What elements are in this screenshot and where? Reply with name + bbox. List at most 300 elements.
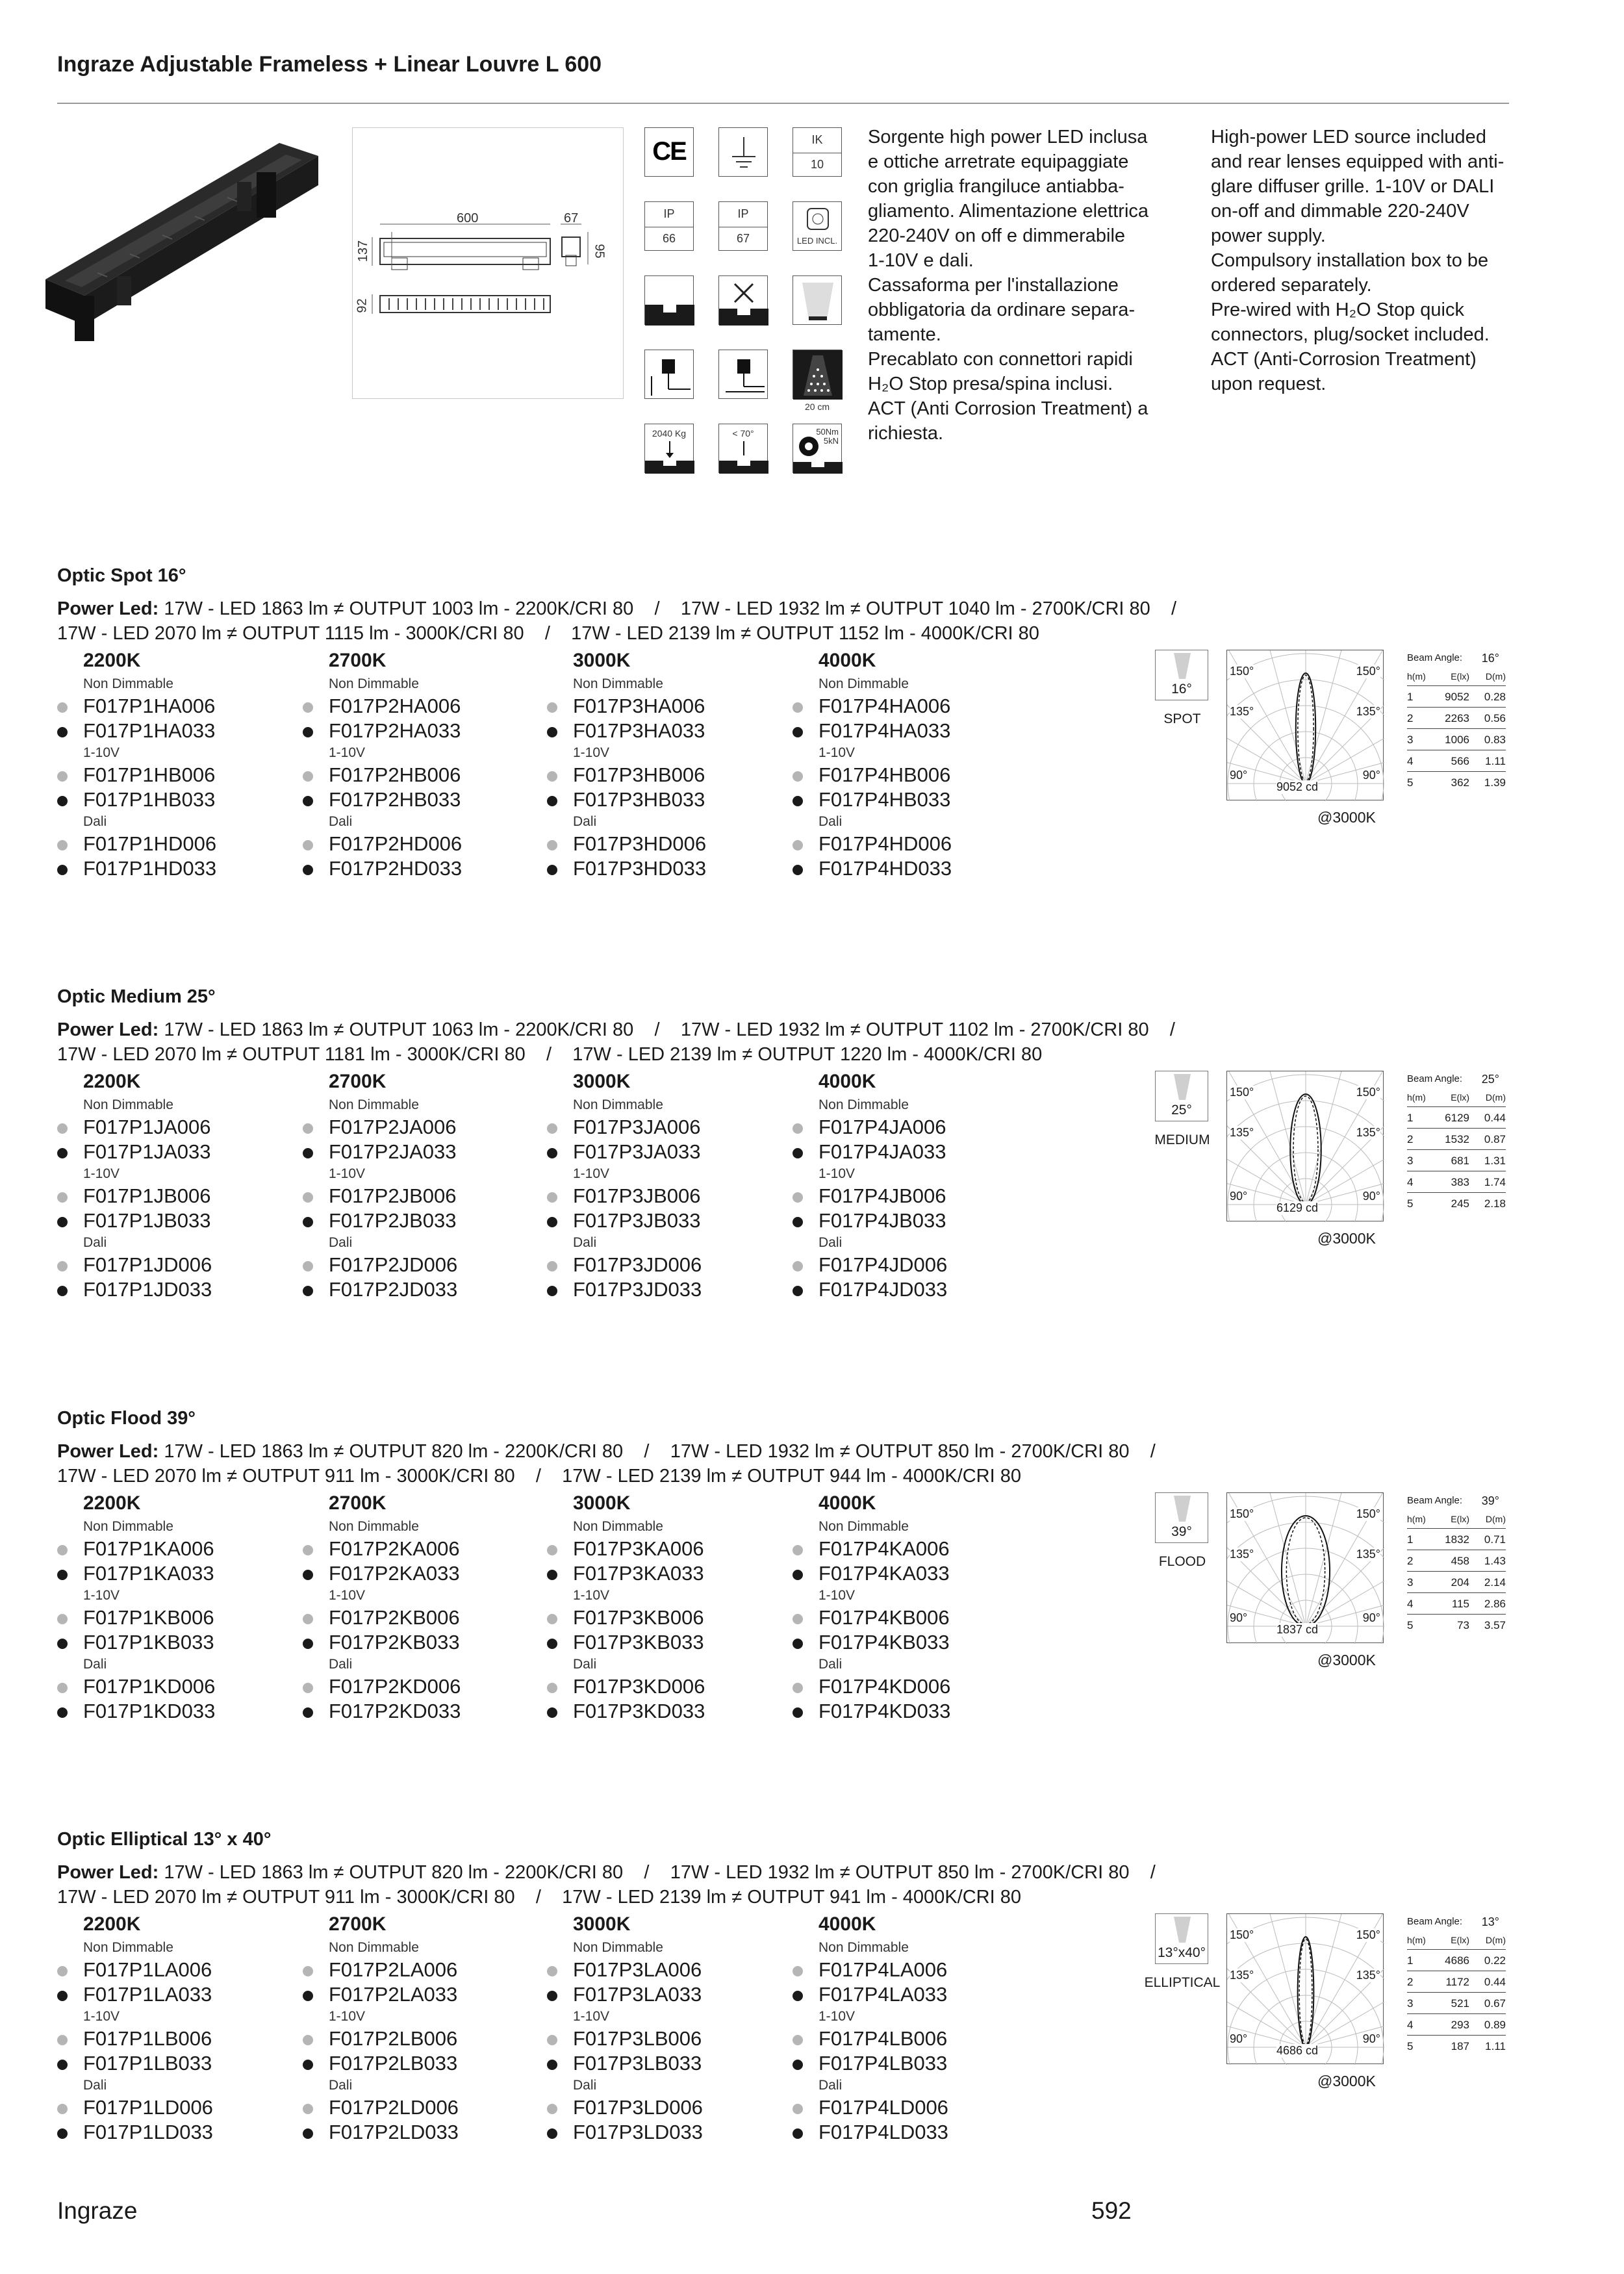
product-code bbox=[793, 1605, 1026, 1630]
description-line: upon request. bbox=[1211, 374, 1326, 394]
group-non-dimmable-label: Non Dimmable bbox=[818, 1097, 909, 1112]
black-finish-dot-icon bbox=[303, 1217, 313, 1227]
cell-diameter: 1.74 bbox=[1484, 1176, 1506, 1188]
product-code bbox=[57, 1982, 291, 2007]
product-code bbox=[57, 719, 291, 743]
beam-icon-label: 13°x40° bbox=[1157, 1945, 1206, 1960]
color-temp-column bbox=[57, 1071, 291, 1302]
polar-label-135-left: 135° bbox=[1230, 1969, 1254, 1982]
power-line-1: 17W - LED 1863 lm ≠ OUTPUT 820 lm - 2200K/CRI 80 / 17W - LED 1932 lm ≠ OUTPUT 850 lm - 2700K/CRI 80 / bbox=[164, 1441, 1156, 1462]
product-code bbox=[303, 1253, 537, 1277]
description-line: glare diffuser grille. 1-10V or DALI bbox=[1211, 176, 1495, 197]
description-line: Sorgente high power LED inclusa bbox=[868, 127, 1148, 147]
black-finish-dot-icon bbox=[57, 1570, 68, 1580]
black-finish-dot-icon bbox=[57, 1707, 68, 1718]
group-1-10v-label: 1-10V bbox=[573, 1588, 610, 1603]
product-code bbox=[793, 694, 1026, 719]
description-line: 1-10V e dali. bbox=[868, 250, 974, 271]
product-code-text: F017P3KB033 bbox=[573, 1631, 704, 1654]
black-finish-dot-icon bbox=[303, 2128, 313, 2139]
polar-spoke bbox=[1306, 1071, 1349, 1205]
black-finish-dot-icon bbox=[793, 1286, 803, 1296]
product-code bbox=[793, 1537, 1026, 1561]
cell-height: 3 bbox=[1407, 1576, 1414, 1589]
product-code-text: F017P2HA006 bbox=[329, 695, 461, 717]
product-code-text: F017P3LA033 bbox=[573, 1983, 702, 2006]
cell-illuminance: 293 bbox=[1451, 2019, 1469, 2031]
product-code-text: F017P2HB006 bbox=[329, 763, 461, 786]
product-code-text: F017P3JD033 bbox=[573, 1278, 702, 1301]
illuminance-table bbox=[1407, 1492, 1506, 1636]
cell-diameter: 1.31 bbox=[1484, 1155, 1506, 1167]
black-finish-dot-icon bbox=[303, 1707, 313, 1718]
tilt-angle-label: < 70° bbox=[732, 428, 754, 439]
grey-finish-dot-icon bbox=[793, 1545, 803, 1555]
cell-illuminance: 6129 bbox=[1445, 1112, 1469, 1124]
table-row bbox=[1407, 1107, 1506, 1129]
cell-height: 4 bbox=[1407, 755, 1414, 767]
power-line-2: 17W - LED 2070 lm ≠ OUTPUT 911 lm - 3000K/CRI 80 / 17W - LED 2139 lm ≠ OUTPUT 944 lm - 4000K/CRI 80 bbox=[57, 1466, 1021, 1487]
product-code-text: F017P4JD006 bbox=[818, 1253, 948, 1276]
product-code-text: F017P3KD033 bbox=[573, 1700, 705, 1722]
grey-finish-dot-icon bbox=[57, 1123, 68, 1134]
group-non-dimmable-label: Non Dimmable bbox=[573, 1940, 663, 1955]
cell-height: 3 bbox=[1407, 1997, 1414, 2010]
load-icon bbox=[644, 424, 694, 473]
product-code bbox=[547, 1208, 781, 1233]
drawing-lines bbox=[353, 128, 624, 400]
group-dali-label: Dali bbox=[83, 1657, 107, 1672]
black-finish-dot-icon bbox=[57, 1286, 68, 1296]
product-code bbox=[793, 1674, 1026, 1699]
black-finish-dot-icon bbox=[793, 1148, 803, 1158]
product-code bbox=[793, 2095, 1026, 2120]
polar-diagram bbox=[1226, 1913, 1384, 2064]
product-code bbox=[793, 1253, 1026, 1277]
product-code-text: F017P2JA033 bbox=[329, 1140, 457, 1163]
cell-illuminance: 245 bbox=[1451, 1197, 1469, 1210]
grey-finish-dot-icon bbox=[57, 1683, 68, 1693]
group-dali-label: Dali bbox=[573, 1657, 597, 1672]
grey-finish-dot-icon bbox=[547, 1966, 557, 1976]
peak-intensity-label: 4686 cd bbox=[1276, 2044, 1319, 2057]
group-dali-label: Dali bbox=[329, 814, 353, 829]
description-line: H₂O Stop presa/spina inclusi. bbox=[868, 374, 1113, 394]
product-code bbox=[57, 1605, 291, 1630]
color-temp-column bbox=[547, 1071, 781, 1302]
color-temp-heading: 3000K bbox=[573, 650, 631, 671]
polar-label-135-left: 135° bbox=[1230, 1126, 1254, 1139]
product-code-text: F017P2KD033 bbox=[329, 1700, 461, 1722]
product-code-text: F017P3JB006 bbox=[573, 1184, 701, 1207]
color-temp-column bbox=[303, 1071, 537, 1302]
beam-angle-value: 39° bbox=[1481, 1494, 1499, 1507]
cell-illuminance: 115 bbox=[1451, 1598, 1469, 1610]
product-code bbox=[547, 856, 781, 881]
product-code bbox=[793, 1630, 1026, 1655]
description-line: on-off and dimmable 220-240V bbox=[1211, 201, 1469, 222]
illuminance-table bbox=[1407, 1071, 1506, 1214]
grey-finish-dot-icon bbox=[793, 1123, 803, 1134]
distance-caption: 20 cm bbox=[804, 402, 830, 412]
product-code bbox=[57, 1630, 291, 1655]
product-code-text: F017P3LA006 bbox=[573, 1958, 702, 1981]
grey-finish-dot-icon bbox=[303, 1123, 313, 1134]
ip67-label: IP bbox=[737, 207, 749, 220]
cell-illuminance: 204 bbox=[1451, 1576, 1469, 1589]
polar-spoke bbox=[1262, 650, 1306, 784]
product-code bbox=[793, 1208, 1026, 1233]
color-temp-heading: 2200K bbox=[83, 1913, 141, 1935]
cell-height: 4 bbox=[1407, 1598, 1414, 1610]
color-temp-heading: 4000K bbox=[818, 1913, 876, 1935]
power-led-spec bbox=[57, 1860, 1156, 1910]
beam-angle-row bbox=[1407, 1492, 1506, 1509]
polar-label-135-left: 135° bbox=[1230, 705, 1254, 718]
product-code-text: F017P2LD033 bbox=[329, 2121, 459, 2143]
product-code bbox=[547, 1253, 781, 1277]
product-code bbox=[793, 1982, 1026, 2007]
grey-finish-dot-icon bbox=[303, 1614, 313, 1624]
product-code bbox=[57, 2120, 291, 2145]
polar-label-150-right: 150° bbox=[1356, 1507, 1380, 1520]
product-code-text: F017P1JB033 bbox=[83, 1209, 211, 1232]
group-dali-label: Dali bbox=[573, 814, 597, 829]
power-led-spec bbox=[57, 1439, 1156, 1488]
product-code-text: F017P2JB033 bbox=[329, 1209, 457, 1232]
color-temp-heading: 2700K bbox=[329, 650, 387, 671]
product-image bbox=[39, 130, 325, 364]
polar-label-135-right: 135° bbox=[1356, 1126, 1380, 1139]
product-code-text: F017P3JB033 bbox=[573, 1209, 701, 1232]
beam-cone-icon bbox=[793, 276, 843, 326]
grey-finish-dot-icon bbox=[547, 1123, 557, 1134]
product-code-text: F017P4LB033 bbox=[818, 2052, 948, 2075]
product-code-text: F017P3HA033 bbox=[573, 719, 705, 742]
product-code-text: F017P1KA006 bbox=[83, 1537, 214, 1560]
polar-label-150-right: 150° bbox=[1356, 1086, 1380, 1099]
product-code-text: F017P4KB006 bbox=[818, 1606, 950, 1629]
cell-diameter: 3.57 bbox=[1484, 1619, 1506, 1631]
grey-finish-dot-icon bbox=[303, 1192, 313, 1203]
black-finish-dot-icon bbox=[793, 727, 803, 737]
cell-height: 1 bbox=[1407, 1533, 1414, 1546]
cell-diameter: 0.71 bbox=[1484, 1533, 1506, 1546]
product-code bbox=[57, 832, 291, 856]
color-temp-heading: 3000K bbox=[573, 1913, 631, 1935]
power-line-2: 17W - LED 2070 lm ≠ OUTPUT 911 lm - 3000K/CRI 80 / 17W - LED 2139 lm ≠ OUTPUT 941 lm - 4000K/CRI 80 bbox=[57, 1887, 1021, 1908]
product-code-text: F017P1HA033 bbox=[83, 719, 216, 742]
polar-label-150-right: 150° bbox=[1356, 665, 1380, 678]
cell-diameter: 1.39 bbox=[1484, 776, 1506, 789]
table-row bbox=[1407, 1193, 1506, 1214]
black-finish-dot-icon bbox=[57, 865, 68, 875]
cell-illuminance: 521 bbox=[1451, 1997, 1469, 2010]
black-finish-dot-icon bbox=[547, 1217, 557, 1227]
peak-intensity-label: 1837 cd bbox=[1276, 1623, 1319, 1636]
color-temp-heading: 4000K bbox=[818, 1492, 876, 1514]
group-non-dimmable-label: Non Dimmable bbox=[573, 1519, 663, 1534]
polar-label-90-left: 90° bbox=[1230, 1190, 1248, 1203]
table-row bbox=[1407, 772, 1506, 793]
cell-illuminance: 4686 bbox=[1445, 1954, 1469, 1967]
black-finish-dot-icon bbox=[793, 2060, 803, 2070]
color-temp-column bbox=[547, 1913, 781, 2145]
product-code bbox=[303, 1115, 537, 1140]
cell-illuminance: 73 bbox=[1457, 1619, 1469, 1631]
ip66-value: 66 bbox=[662, 232, 676, 245]
grey-finish-dot-icon bbox=[57, 2104, 68, 2114]
dim-bottom: 92 bbox=[355, 298, 370, 313]
product-code bbox=[547, 2120, 781, 2145]
table-header-row bbox=[1407, 1088, 1506, 1107]
section-title: Optic Elliptical 13° x 40° bbox=[57, 1829, 272, 1850]
product-code bbox=[303, 2120, 537, 2145]
section-title: Optic Flood 39° bbox=[57, 1408, 196, 1429]
product-code bbox=[547, 1982, 781, 2007]
cell-height: 5 bbox=[1407, 776, 1414, 789]
beam-angle-value: 13° bbox=[1481, 1915, 1499, 1928]
grey-finish-dot-icon bbox=[793, 2035, 803, 2045]
table-row bbox=[1407, 708, 1506, 729]
black-finish-dot-icon bbox=[547, 1707, 557, 1718]
color-temp-column bbox=[547, 650, 781, 881]
product-code-text: F017P1HA006 bbox=[83, 695, 216, 717]
ip67-value: 67 bbox=[736, 232, 750, 245]
polar-label-90-left: 90° bbox=[1230, 1611, 1248, 1624]
cell-illuminance: 362 bbox=[1451, 776, 1469, 789]
color-temp-column bbox=[57, 1913, 291, 2145]
product-code-text: F017P3KD006 bbox=[573, 1675, 705, 1698]
grey-finish-dot-icon bbox=[547, 1192, 557, 1203]
product-code bbox=[303, 1561, 537, 1586]
group-1-10v-label: 1-10V bbox=[83, 1166, 120, 1181]
description-line: tamente. bbox=[868, 324, 941, 345]
description-italian bbox=[868, 125, 1193, 446]
table-row bbox=[1407, 1129, 1506, 1150]
product-code-text: F017P3HD006 bbox=[573, 832, 707, 855]
polar-spoke bbox=[1262, 1493, 1306, 1626]
group-1-10v-label: 1-10V bbox=[818, 1166, 856, 1181]
group-1-10v-label: 1-10V bbox=[329, 1588, 366, 1603]
col-header-diameter: D(m) bbox=[1485, 1092, 1506, 1103]
polar-label-150-left: 150° bbox=[1230, 1928, 1254, 1941]
beam-type-icon bbox=[1155, 1492, 1208, 1543]
product-code-text: F017P4LD033 bbox=[818, 2121, 948, 2143]
product-code-text: F017P4HB006 bbox=[818, 763, 951, 786]
product-code bbox=[547, 1561, 781, 1586]
cell-illuminance: 1832 bbox=[1445, 1533, 1469, 1546]
optic-section bbox=[57, 1829, 1512, 2193]
product-code bbox=[57, 787, 291, 812]
group-dali-label: Dali bbox=[83, 1235, 107, 1250]
group-dali-label: Dali bbox=[83, 814, 107, 829]
product-code bbox=[793, 856, 1026, 881]
product-code-text: F017P4JA033 bbox=[818, 1140, 946, 1163]
product-code-text: F017P2JB006 bbox=[329, 1184, 457, 1207]
distance-icon bbox=[793, 350, 842, 399]
description-line: con griglia frangiluce antiabba- bbox=[868, 176, 1124, 197]
product-code-text: F017P3LB033 bbox=[573, 2052, 702, 2075]
table-header-row bbox=[1407, 1930, 1506, 1950]
grey-finish-dot-icon bbox=[793, 1261, 803, 1271]
description-line: connectors, plug/socket included. bbox=[1211, 324, 1490, 345]
beam-type-icon bbox=[1155, 1913, 1208, 1964]
product-code-text: F017P2JA006 bbox=[329, 1116, 457, 1138]
cell-diameter: 2.18 bbox=[1484, 1197, 1506, 1210]
black-finish-dot-icon bbox=[547, 1286, 557, 1296]
product-code bbox=[793, 1958, 1026, 1982]
group-1-10v-label: 1-10V bbox=[83, 2009, 120, 2024]
product-code-text: F017P3JA006 bbox=[573, 1116, 701, 1138]
product-code bbox=[303, 1537, 537, 1561]
cell-illuminance: 9052 bbox=[1445, 691, 1469, 703]
black-finish-dot-icon bbox=[57, 1639, 68, 1649]
table-header-row bbox=[1407, 667, 1506, 686]
product-code bbox=[793, 763, 1026, 787]
gear-icon bbox=[793, 424, 843, 474]
product-code bbox=[303, 1277, 537, 1302]
group-non-dimmable-label: Non Dimmable bbox=[573, 1097, 663, 1112]
product-code-text: F017P3KA006 bbox=[573, 1537, 704, 1560]
cell-diameter: 0.83 bbox=[1484, 734, 1506, 746]
cell-illuminance: 187 bbox=[1451, 2040, 1469, 2052]
description-line: Precablato con connettori rapidi bbox=[868, 349, 1133, 370]
group-1-10v-label: 1-10V bbox=[573, 1166, 610, 1181]
polar-label-150-left: 150° bbox=[1230, 665, 1254, 678]
product-code-text: F017P1HD006 bbox=[83, 832, 217, 855]
product-code-text: F017P3KB006 bbox=[573, 1606, 704, 1629]
group-dali-label: Dali bbox=[573, 1235, 597, 1250]
color-temp-heading: 3000K bbox=[573, 1492, 631, 1514]
product-code-text: F017P2KB033 bbox=[329, 1631, 460, 1654]
description-line: Pre-wired with H₂O Stop quick bbox=[1211, 300, 1464, 320]
beam-icon-label: 39° bbox=[1171, 1524, 1192, 1539]
product-code bbox=[303, 832, 537, 856]
grey-finish-dot-icon bbox=[793, 2104, 803, 2114]
black-finish-dot-icon bbox=[303, 2060, 313, 2070]
product-code bbox=[57, 1561, 291, 1586]
product-code-text: F017P1KD006 bbox=[83, 1675, 216, 1698]
grey-finish-dot-icon bbox=[303, 702, 313, 713]
group-non-dimmable-label: Non Dimmable bbox=[818, 676, 909, 691]
polar-diagram bbox=[1226, 1492, 1384, 1643]
table-row bbox=[1407, 1993, 1506, 2014]
cell-illuminance: 2263 bbox=[1445, 712, 1469, 724]
color-temp-column bbox=[793, 1071, 1026, 1302]
group-1-10v-label: 1-10V bbox=[329, 745, 366, 760]
power-line-2: 17W - LED 2070 lm ≠ OUTPUT 1115 lm - 3000K/CRI 80 / 17W - LED 2139 lm ≠ OUTPUT 1152 lm - 4000K/CRI 80 bbox=[57, 623, 1039, 644]
description-line: power supply. bbox=[1211, 225, 1326, 246]
product-code-text: F017P3JA033 bbox=[573, 1140, 701, 1163]
grey-finish-dot-icon bbox=[303, 1966, 313, 1976]
product-code-text: F017P2HD006 bbox=[329, 832, 463, 855]
col-header-diameter: D(m) bbox=[1485, 671, 1506, 682]
color-temp-heading: 2200K bbox=[83, 650, 141, 671]
product-code-text: F017P2HD033 bbox=[329, 857, 463, 880]
product-code bbox=[793, 1277, 1026, 1302]
product-code bbox=[57, 856, 291, 881]
black-finish-dot-icon bbox=[303, 1148, 313, 1158]
product-code bbox=[547, 1958, 781, 1982]
black-finish-dot-icon bbox=[547, 796, 557, 806]
group-1-10v-label: 1-10V bbox=[329, 1166, 366, 1181]
black-finish-dot-icon bbox=[303, 1639, 313, 1649]
description-english bbox=[1211, 125, 1536, 396]
connection-icon bbox=[718, 350, 768, 399]
product-code bbox=[57, 1184, 291, 1208]
col-header-diameter: D(m) bbox=[1485, 1935, 1506, 1945]
ce-mark-label: CE bbox=[652, 137, 686, 166]
grey-finish-dot-icon bbox=[303, 2104, 313, 2114]
product-code-text: F017P3HB033 bbox=[573, 788, 705, 811]
product-code bbox=[303, 694, 537, 719]
grey-finish-dot-icon bbox=[547, 1261, 557, 1271]
black-finish-dot-icon bbox=[57, 1991, 68, 2001]
product-code-text: F017P2JD006 bbox=[329, 1253, 458, 1276]
product-code bbox=[303, 719, 537, 743]
product-code-text: F017P1JB006 bbox=[83, 1184, 211, 1207]
black-finish-dot-icon bbox=[57, 1148, 68, 1158]
ik-value: 10 bbox=[810, 158, 824, 171]
product-code bbox=[793, 1115, 1026, 1140]
product-code-text: F017P4JD033 bbox=[818, 1278, 948, 1301]
col-header-height: h(m) bbox=[1407, 1092, 1426, 1103]
product-code bbox=[57, 1699, 291, 1724]
grey-finish-dot-icon bbox=[547, 702, 557, 713]
table-row bbox=[1407, 1971, 1506, 1993]
grey-finish-dot-icon bbox=[57, 702, 68, 713]
product-code-text: F017P1HB006 bbox=[83, 763, 216, 786]
beam-angle-label: Beam Angle: bbox=[1407, 1495, 1463, 1506]
color-temp-heading: 2200K bbox=[83, 1071, 141, 1092]
cell-height: 4 bbox=[1407, 1176, 1414, 1188]
group-1-10v-label: 1-10V bbox=[83, 745, 120, 760]
reference-temperature: @3000K bbox=[1317, 2073, 1376, 2089]
product-code bbox=[547, 1140, 781, 1164]
beam-icon-label: 25° bbox=[1171, 1103, 1192, 1118]
beam-icon-label: 16° bbox=[1171, 682, 1192, 696]
power-line-1: 17W - LED 1863 lm ≠ OUTPUT 1003 lm - 2200K/CRI 80 / 17W - LED 1932 lm ≠ OUTPUT 1040 lm - 2700K/CRI 80 / bbox=[164, 598, 1177, 619]
beam-name: ELLIPTICAL bbox=[1144, 1975, 1221, 1990]
grey-finish-dot-icon bbox=[793, 1192, 803, 1203]
beam-angle-label: Beam Angle: bbox=[1407, 1916, 1463, 1927]
section-title: Optic Medium 25° bbox=[57, 986, 216, 1007]
color-temp-column bbox=[547, 1492, 781, 1724]
product-code-text: F017P4KA033 bbox=[818, 1562, 950, 1585]
table-row bbox=[1407, 1950, 1506, 1971]
load-arrow-icon bbox=[645, 424, 694, 474]
black-finish-dot-icon bbox=[547, 1991, 557, 2001]
product-code bbox=[547, 763, 781, 787]
description-line: ACT (Anti-Corrosion Treatment) bbox=[1211, 349, 1477, 370]
light-beam-icon bbox=[793, 275, 842, 325]
product-code bbox=[793, 1140, 1026, 1164]
black-finish-dot-icon bbox=[547, 2060, 557, 2070]
page-number: 592 bbox=[1091, 2197, 1132, 2224]
product-code bbox=[57, 1674, 291, 1699]
cell-height: 5 bbox=[1407, 2040, 1414, 2052]
col-header-illuminance: E(lx) bbox=[1451, 1092, 1469, 1103]
table-row bbox=[1407, 1529, 1506, 1550]
product-code-text: F017P4LB006 bbox=[818, 2027, 948, 2050]
group-dali-label: Dali bbox=[573, 2078, 597, 2093]
black-finish-dot-icon bbox=[793, 1570, 803, 1580]
cross-icon bbox=[719, 276, 768, 326]
product-code-text: F017P4HB033 bbox=[818, 788, 951, 811]
cell-diameter: 1.11 bbox=[1485, 755, 1506, 767]
black-finish-dot-icon bbox=[57, 1217, 68, 1227]
